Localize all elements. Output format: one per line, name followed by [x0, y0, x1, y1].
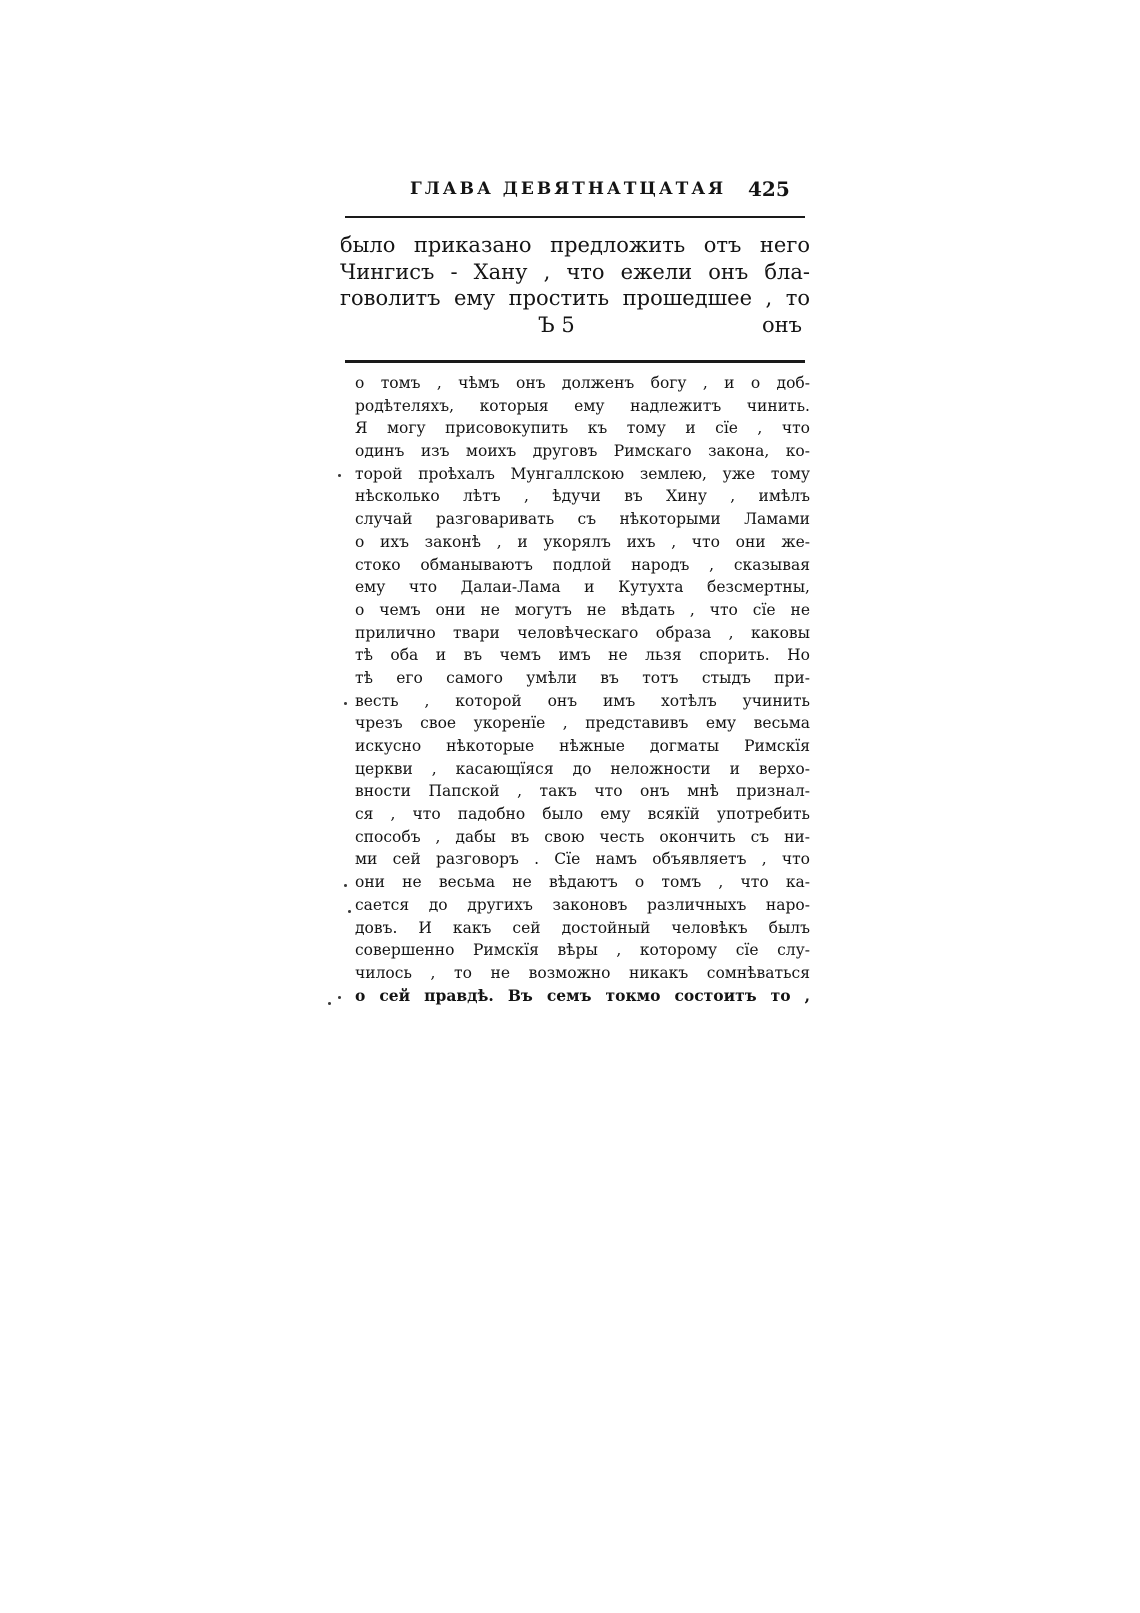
- footnote-line: о ихъ законѣ , и укорялъ ихъ , что они же-: [355, 532, 810, 551]
- margin-speck: [328, 1002, 331, 1005]
- footnote-rule: [345, 360, 805, 363]
- margin-speck: [344, 702, 347, 705]
- footnote-line: тѣ оба и въ чемъ имъ не льзя спорить. Но: [355, 646, 810, 665]
- footnote-line: случай разговаривать съ нѣкоторыми Ламами: [355, 510, 810, 529]
- footnote-line: способъ , дабы въ свою честь окончить съ ни-: [355, 827, 810, 846]
- signature-mark: Ъ 5: [538, 312, 575, 337]
- margin-speck: [338, 474, 341, 477]
- footnote-line: чрезъ свое укоренїе , представивъ ему весьма: [355, 714, 810, 733]
- footnote-line: они не весьма не вѣдаютъ о томъ , что ка-: [355, 873, 810, 892]
- signature-line: [340, 312, 810, 339]
- footnote-line: чилось , то не возможно никакъ сомнѣваться: [355, 963, 810, 982]
- footnote-line: о сей правдѣ. Въ семъ токмо состоитъ то ,: [355, 985, 810, 1005]
- footnote-line: искусно нѣкоторые нѣжные догматы Римскїя: [355, 737, 810, 755]
- footnote-line: о чемъ они не могутъ не вѣдать , что сїе не: [355, 600, 810, 619]
- page-number: 425: [748, 177, 790, 201]
- footnote-line: торой проѣхалъ Мунгаллскою землею, уже тому: [355, 464, 810, 483]
- footnote-line: совершенно Римскїя вѣры , которому сїе слу-: [355, 941, 810, 960]
- footnote-line: тѣ его самого умѣли въ тотъ стыдъ при-: [355, 668, 810, 687]
- main-text-block: [340, 232, 810, 338]
- running-head: [340, 173, 810, 213]
- footnote-line: родѣтеляхъ, которыя ему надлежитъ чинить.: [355, 396, 810, 415]
- footnote-line: довъ. И какъ сей достойный человѣкъ былъ: [355, 918, 810, 937]
- footnote-line: церкви , касающїяся до неложности и верхо-: [355, 759, 810, 778]
- footnote-line: Я могу присовокупить къ тому и сїе , что: [355, 419, 810, 438]
- footnote-line: одинъ изъ моихъ друговъ Римскаго закона, ко-: [355, 442, 810, 461]
- margin-speck: [338, 996, 341, 999]
- main-text-line: говолитъ ему простить прошедшее , то: [340, 286, 810, 310]
- footnote-line: весть , которой онъ имъ хотѣлъ учинить: [355, 691, 810, 710]
- footnote-line: ему что Далаи-Лама и Кутухта безсмертны,: [355, 578, 810, 597]
- header-rule: [345, 216, 805, 218]
- footnote-line: ся , что падобно было ему всякїй употребить: [355, 805, 810, 824]
- footnote-line: стоко обманываютъ подлой народъ , сказывая: [355, 555, 810, 574]
- footnote-line: ми сей разговоръ . Сїе намъ объявляетъ , что: [355, 850, 810, 869]
- chapter-title: ГЛАВА ДЕВЯТНАТЦАТАЯ: [410, 179, 727, 199]
- margin-speck: [344, 884, 347, 887]
- footnote-line: сается до другихъ законовъ различныхъ наро-: [355, 895, 810, 914]
- footnote-line: прилично твари человѣческаго образа , каковы: [355, 623, 810, 642]
- footnote-line: вности Папской , такъ что онъ мнѣ признал-: [355, 782, 810, 801]
- footnote-line: нѣсколько лѣтъ , ѣдучи въ Хину , имѣлъ: [355, 487, 810, 506]
- main-text-line: Чингисъ - Хану , что ежели онъ бла-: [340, 259, 810, 284]
- main-text-line: было приказано предложить отъ него: [340, 233, 810, 257]
- footnote-block: [355, 372, 810, 1007]
- footnote-line: о томъ , чѣмъ онъ долженъ богу , и о доб-: [355, 374, 810, 392]
- catchword: онъ: [761, 312, 802, 337]
- margin-speck: [348, 910, 351, 913]
